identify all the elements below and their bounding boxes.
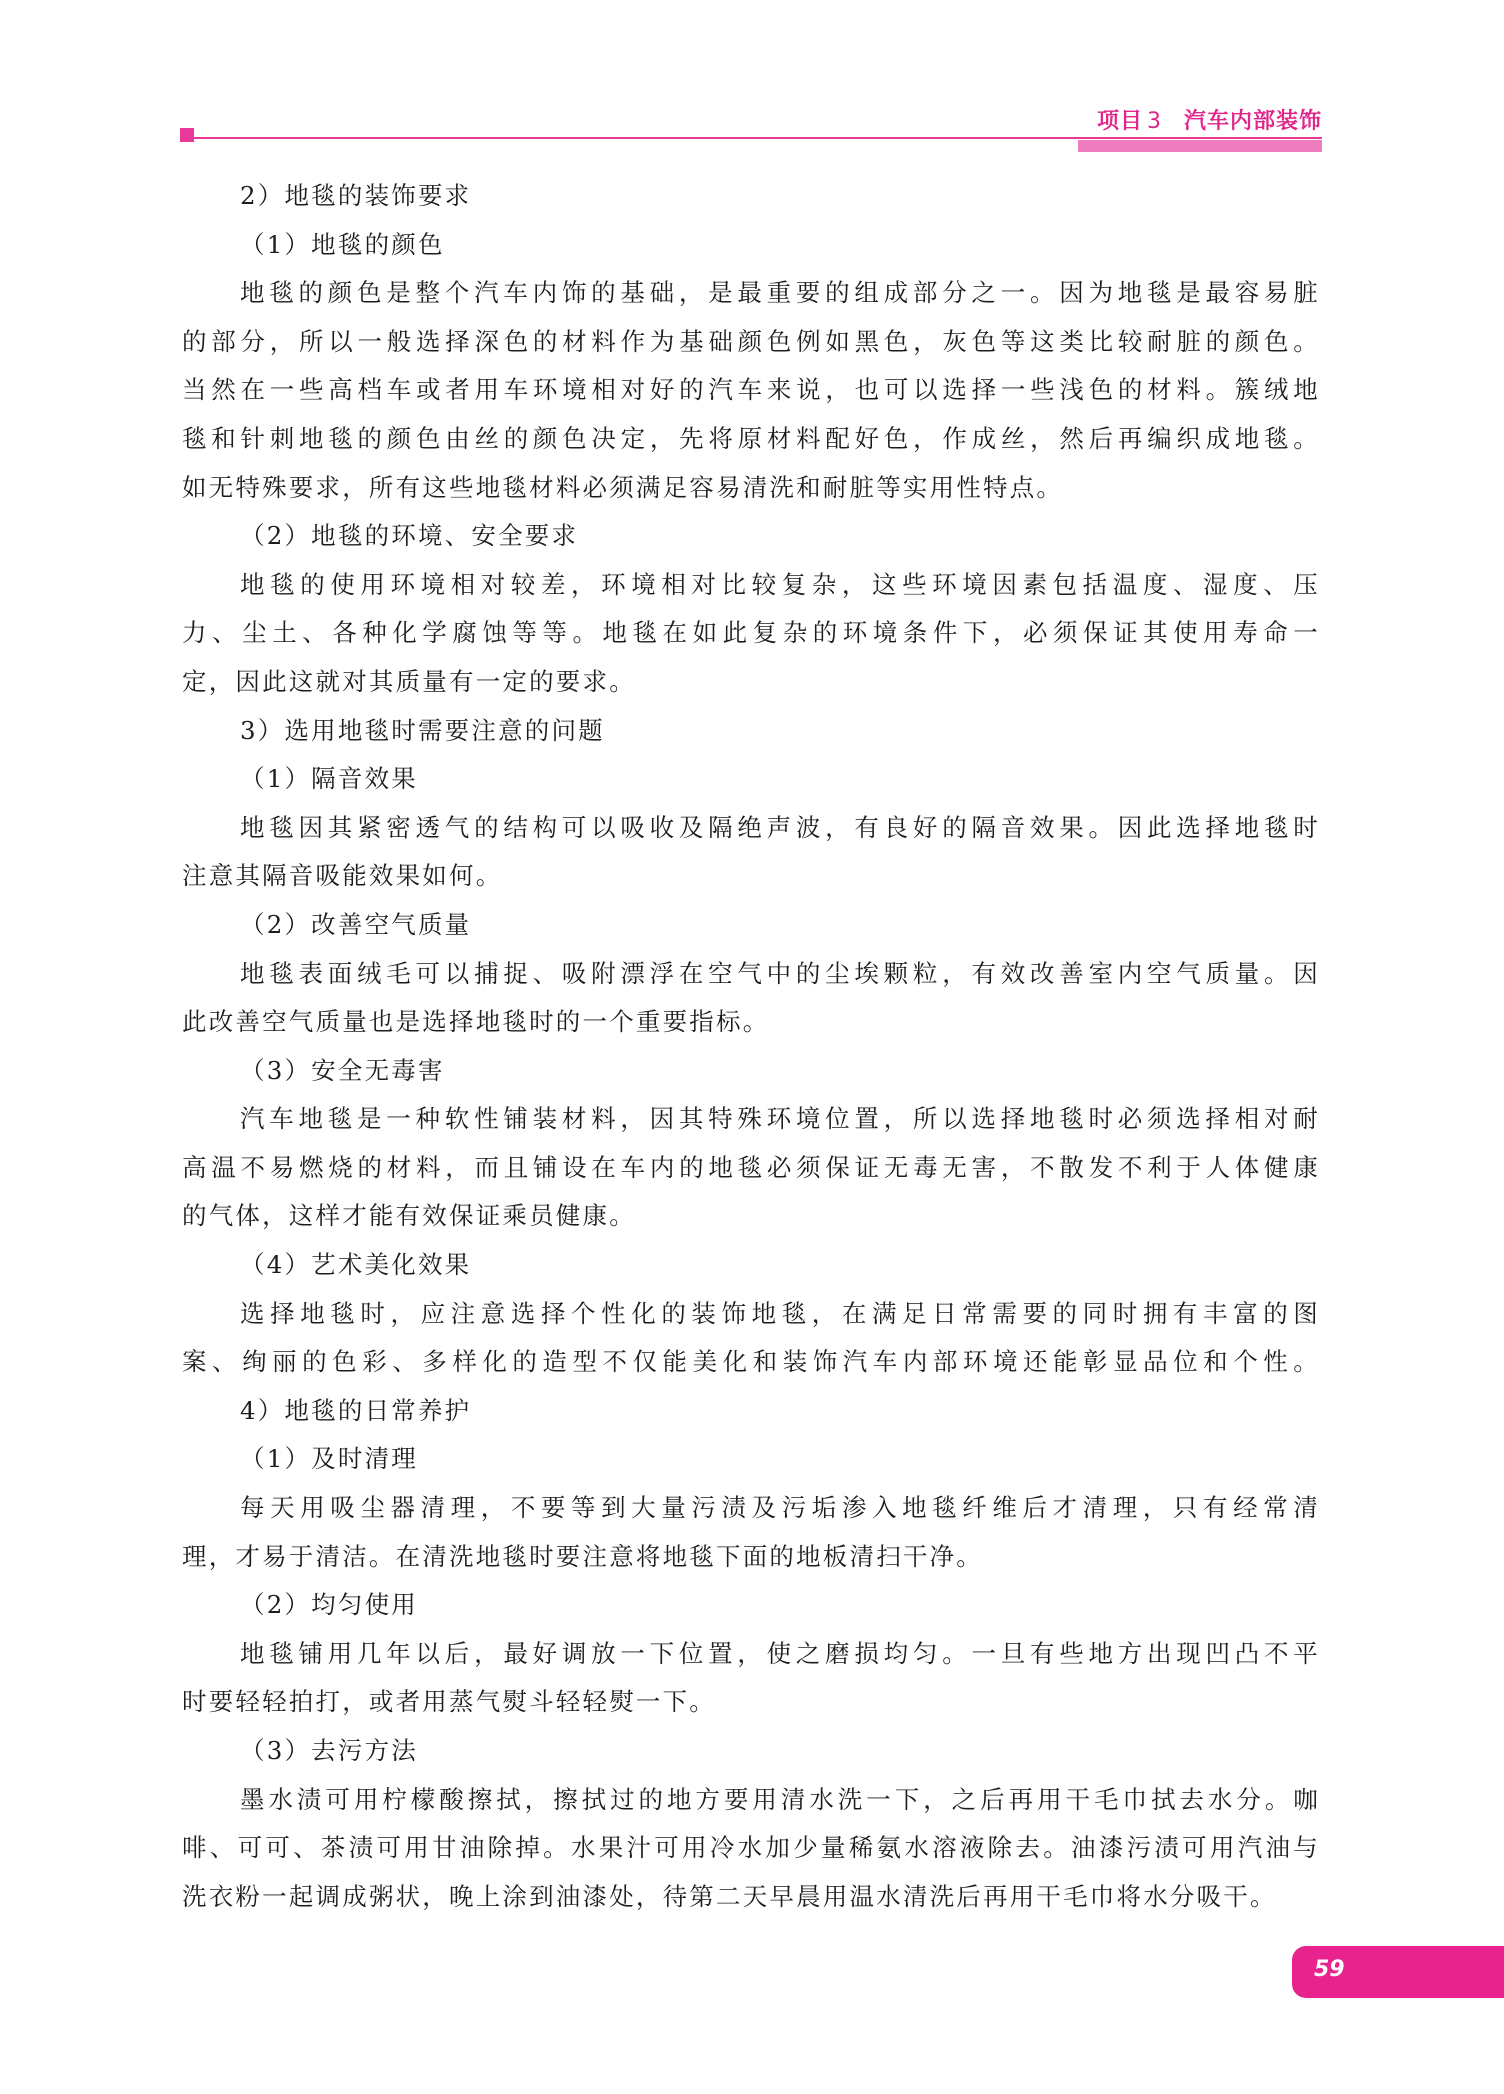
subsection-heading: （2）地毯的环境、安全要求 <box>240 521 579 551</box>
subsection-heading: （2）均匀使用 <box>240 1590 418 1620</box>
paragraph-line: 力、尘土、各种化学腐蚀等等。地毯在如此复杂的环境条件下，必须保证其使用寿命一 <box>182 618 1320 648</box>
paragraph-line: 案、绚丽的色彩、多样化的造型不仅能美化和装饰汽车内部环境还能彰显品位和个性。 <box>182 1347 1320 1377</box>
paragraph-line: 选择地毯时，应注意选择个性化的装饰地毯，在满足日常需要的同时拥有丰富的图 <box>240 1298 1320 1328</box>
subsection-heading: （1）及时清理 <box>240 1444 418 1474</box>
running-header <box>1097 104 1322 135</box>
paragraph-line: 墨水渍可用柠檬酸擦拭，擦拭过的地方要用清水洗一下，之后再用干毛巾拭去水分。咖 <box>240 1784 1320 1814</box>
header-accent-bar <box>1078 140 1322 152</box>
section-heading: 3）选用地毯时需要注意的问题 <box>240 715 605 745</box>
paragraph-line: 毯和针刺地毯的颜色由丝的颜色决定，先将原材料配好色，作成丝，然后再编织成地毯。 <box>182 423 1320 453</box>
chapter-title: 汽车内部装饰 <box>1183 109 1322 134</box>
section-heading: 4）地毯的日常养护 <box>240 1395 472 1425</box>
page-number: 59 <box>1314 1957 1345 1982</box>
paragraph-line: 的部分，所以一般选择深色的材料作为基础颜色例如黑色，灰色等这类比较耐脏的颜色。 <box>182 326 1320 356</box>
section-heading: 2）地毯的装饰要求 <box>240 181 472 210</box>
subsection-heading: （4）艺术美化效果 <box>240 1250 472 1280</box>
header-rule <box>180 137 1322 139</box>
paragraph-line: 啡、可可、茶渍可用甘油除掉。水果汁可用冷水加少量稀氨水溶液除去。油漆污渍可用汽油与 <box>182 1833 1320 1863</box>
paragraph-line: 汽车地毯是一种软性铺装材料，因其特殊环境位置，所以选择地毯时必须选择相对耐 <box>240 1104 1320 1134</box>
project-label: 项目 <box>1096 109 1143 134</box>
subsection-heading: （2）改善空气质量 <box>240 909 472 939</box>
paragraph-line: 理，才易于清洁。在清洗地毯时要注意将地毯下面的地板清扫干净。 <box>182 1541 983 1571</box>
page-number-tab <box>1292 1946 1504 1998</box>
project-number: 3 <box>1146 109 1162 134</box>
paragraph-line: 注意其隔音吸能效果如何。 <box>182 861 503 891</box>
header-square-mark <box>180 128 194 142</box>
paragraph-line: 地毯因其紧密透气的结构可以吸收及隔绝声波，有良好的隔音效果。因此选择地毯时 <box>240 812 1320 842</box>
paragraph-line: 的气体，这样才能有效保证乘员健康。 <box>182 1201 636 1231</box>
paragraph-line: 洗衣粉一起调成粥状，晚上涂到油漆处，待第二天早晨用温水清洗后再用干毛巾将水分吸干。 <box>182 1881 1277 1911</box>
subsection-heading: （3）去污方法 <box>240 1736 418 1765</box>
subsection-heading: （1）地毯的颜色 <box>240 229 445 259</box>
paragraph-line: 地毯的颜色是整个汽车内饰的基础，是最重要的组成部分之一。因为地毯是最容易脏 <box>240 278 1320 308</box>
paragraph-line: 每天用吸尘器清理，不要等到大量污渍及污垢渗入地毯纤维后才清理，只有经常清 <box>240 1493 1320 1523</box>
paragraph-line: 当然在一些高档车或者用车环境相对好的汽车来说，也可以选择一些浅色的材料。簇绒地 <box>182 375 1320 405</box>
paragraph-line: 此改善空气质量也是选择地毯时的一个重要指标。 <box>182 1007 770 1037</box>
paragraph-line: 定，因此这就对其质量有一定的要求。 <box>182 666 636 696</box>
subsection-heading: （3）安全无毒害 <box>240 1055 445 1085</box>
paragraph-line: 时要轻轻拍打，或者用蒸气熨斗轻轻熨一下。 <box>182 1687 716 1717</box>
paragraph-line: 地毯铺用几年以后，最好调放一下位置，使之磨损均匀。一旦有些地方出现凹凸不平 <box>240 1638 1320 1668</box>
paragraph-line: 地毯表面绒毛可以捕捉、吸附漂浮在空气中的尘埃颗粒，有效改善室内空气质量。因 <box>240 958 1320 988</box>
paragraph-line: 地毯的使用环境相对较差，环境相对比较复杂，这些环境因素包括温度、湿度、压 <box>240 569 1320 599</box>
paragraph-line: 如无特殊要求，所有这些地毯材料必须满足容易清洗和耐脏等实用性特点。 <box>182 472 1064 502</box>
subsection-heading: （1）隔音效果 <box>240 764 418 794</box>
page-body <box>182 172 1320 1921</box>
paragraph-line: 高温不易燃烧的材料，而且铺设在车内的地毯必须保证无毒无害，不散发不利于人体健康 <box>182 1152 1320 1182</box>
